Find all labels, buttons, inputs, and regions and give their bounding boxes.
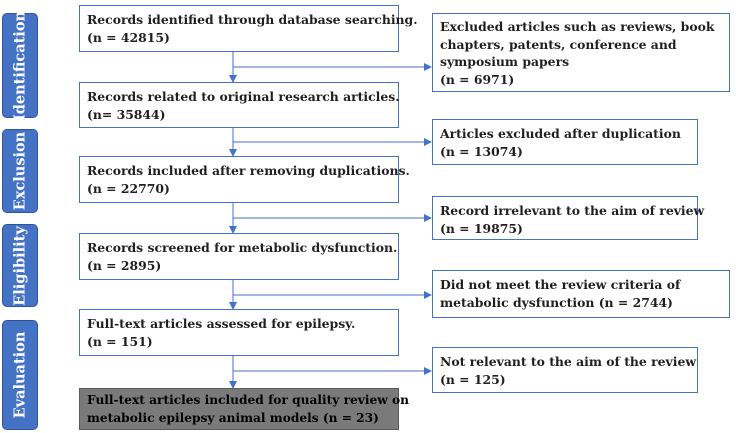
box-text: Records related to original research articles.: [87, 89, 400, 104]
box-text: Full-text articles included for quality review on: [87, 393, 409, 407]
excluded-duplication-box: [432, 119, 698, 165]
box-count: (n = 2895): [87, 257, 162, 273]
box-count: (n = 6971): [440, 71, 515, 87]
records-original-research-box: [79, 82, 399, 128]
section-label: Exclusion: [11, 131, 29, 211]
section-label: Eligibility: [11, 225, 29, 306]
records-after-duplicates-box: [79, 156, 410, 203]
records-identified-box: [79, 5, 418, 52]
section-identification: [2, 10, 38, 121]
fulltext-assessed-box: [79, 309, 399, 356]
excluded-irrelevant-box: [432, 196, 705, 240]
box-text: Excluded articles such as reviews, book: [440, 19, 715, 34]
section-label: Evaluation: [11, 331, 29, 419]
excluded-not-relevant-box: [432, 347, 698, 393]
box-count: (n = 22770): [87, 180, 170, 196]
section-evaluation: [2, 320, 38, 430]
box-text: Records screened for metabolic dysfunction.: [87, 240, 398, 255]
box-text: chapters, patents, conference and: [440, 36, 677, 52]
box-count: (n = 13074): [440, 143, 523, 159]
section-label: Identification: [11, 10, 29, 121]
box-text: Records included after removing duplications.: [87, 163, 410, 178]
box-count: (n = 42815): [87, 29, 170, 45]
excluded-article-types-box: [432, 13, 730, 92]
box-text: Did not meet the review criteria of: [440, 277, 681, 292]
box-text: Articles excluded after duplication: [440, 126, 681, 141]
box-count: (n = 125): [440, 371, 506, 387]
box-text: Full-text articles assessed for epilepsy.: [87, 316, 356, 331]
box-count: metabolic dysfunction (n = 2744): [440, 294, 673, 310]
box-count: metabolic epilepsy animal models (n = 23): [87, 410, 379, 425]
fulltext-included-box: [79, 388, 409, 430]
box-text: Records identified through database searching.: [87, 12, 418, 27]
box-count: (n = 151): [87, 333, 153, 349]
section-eligibility: [2, 224, 38, 307]
box-text: Record irrelevant to the aim of review: [440, 203, 705, 218]
box-text: Not relevant to the aim of the review: [440, 354, 696, 369]
records-screened-box: [79, 233, 399, 280]
excluded-criteria-box: [432, 270, 730, 318]
box-count: (n = 19875): [440, 220, 523, 236]
box-count: (n= 35844): [87, 106, 166, 122]
box-text: symposium papers: [440, 54, 570, 69]
section-exclusion: [2, 129, 38, 213]
